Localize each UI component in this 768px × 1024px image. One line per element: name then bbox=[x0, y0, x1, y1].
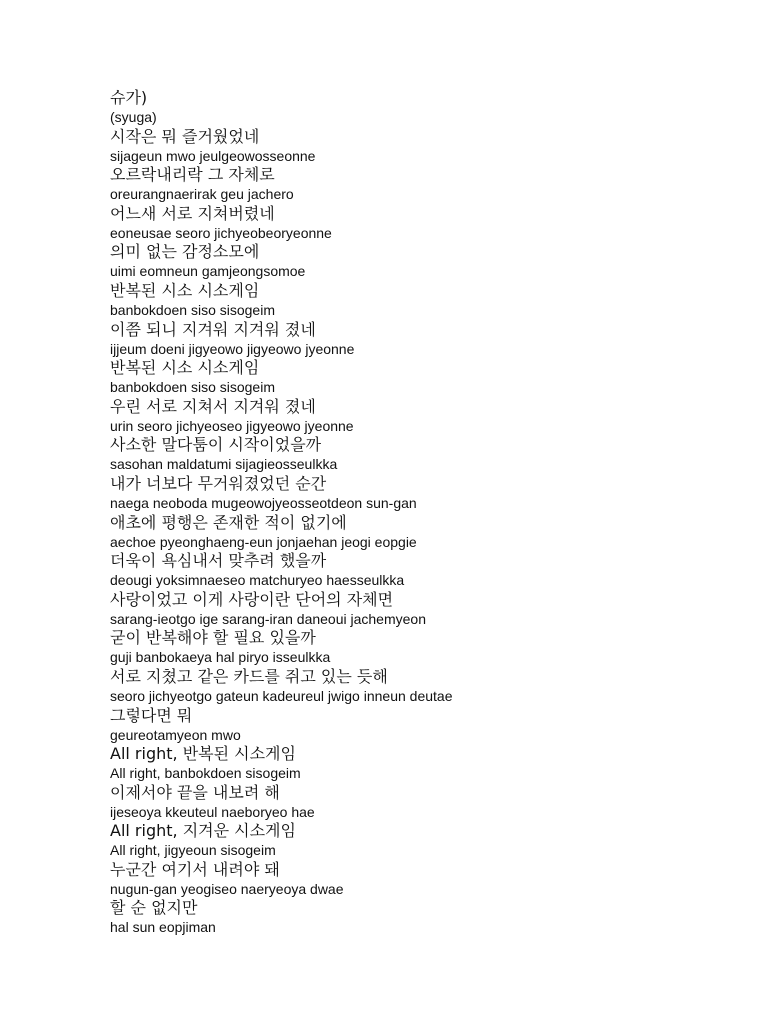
lyric-pair bbox=[110, 896, 730, 935]
lyric-romanization-line: oreurangnaerirak geu jachero bbox=[110, 186, 294, 203]
lyric-pair bbox=[110, 626, 730, 665]
lyric-korean-line: 반복된 시소 시소게임 bbox=[110, 280, 260, 300]
lyric-pair bbox=[110, 240, 730, 279]
lyric-korean-line: 사랑이었고 이게 사랑이란 단어의 자체면 bbox=[110, 589, 394, 609]
lyric-korean-line: 서로 지쳤고 같은 카드를 쥐고 있는 듯해 bbox=[110, 666, 388, 686]
lyric-romanization-line: ijeseoya kkeuteul naeboryeo hae bbox=[110, 803, 315, 820]
lyric-romanization-line: guji banbokaeya hal piryo isseulkka bbox=[110, 649, 331, 666]
lyric-romanization-line: seoro jichyeotgo gateun kadeureul jwigo inneun deutae bbox=[110, 687, 453, 704]
lyric-pair bbox=[110, 279, 730, 318]
lyric-pair bbox=[110, 356, 730, 395]
lyric-pair bbox=[110, 433, 730, 472]
lyric-korean-line: 내가 너보다 무거워졌었던 순간 bbox=[110, 473, 327, 493]
lyric-korean-line: 시작은 뭐 즐거웠었네 bbox=[110, 126, 260, 146]
lyric-romanization-line: banbokdoen siso sisogeim bbox=[110, 301, 275, 318]
lyric-korean-line: All right, 지겨운 시소게임 bbox=[110, 821, 296, 841]
lyric-korean-line: 더욱이 욕심내서 맞추려 했을까 bbox=[110, 551, 327, 571]
lyric-romanization-line: uimi eomneun gamjeongsomoe bbox=[110, 263, 306, 280]
lyric-romanization-line: nugun-gan yeogiseo naeryeoya dwae bbox=[110, 880, 344, 897]
lyric-korean-line: 의미 없는 감정소모에 bbox=[110, 242, 260, 262]
lyric-korean-line: 반복된 시소 시소게임 bbox=[110, 358, 260, 378]
lyric-korean-line: 굳이 반복해야 할 필요 있을까 bbox=[110, 628, 316, 648]
lyric-romanization-line: All right, jigyeoun sisogeim bbox=[110, 842, 276, 859]
lyric-pair bbox=[110, 511, 730, 550]
lyric-korean-line: 그렇다면 뭐 bbox=[110, 705, 193, 725]
lyric-romanization-line: ijjeum doeni jigyeowo jigyeowo jyeonne bbox=[110, 340, 355, 357]
lyric-pair bbox=[110, 858, 730, 897]
lyric-korean-line: 이제서야 끝을 내보려 해 bbox=[110, 782, 280, 802]
lyric-korean-line: 사소한 말다툼이 시작이었을까 bbox=[110, 435, 322, 455]
lyric-korean-line: All right, 반복된 시소게임 bbox=[110, 744, 296, 764]
lyric-pair bbox=[110, 549, 730, 588]
lyric-romanization-line: sijageun mwo jeulgeowosseonne bbox=[110, 147, 316, 164]
lyric-pair bbox=[110, 742, 730, 781]
lyric-korean-line: 슈가) bbox=[110, 88, 148, 107]
lyric-korean-line: 애초에 평행은 존재한 적이 없기에 bbox=[110, 512, 347, 532]
lyric-pair bbox=[110, 704, 730, 743]
lyric-romanization-line: deougi yoksimnaeseo matchuryeo haesseulkka bbox=[110, 572, 405, 589]
lyric-pair bbox=[110, 86, 730, 125]
lyric-pair bbox=[110, 781, 730, 820]
lyric-romanization-line: (syuga) bbox=[110, 109, 157, 125]
lyric-pair bbox=[110, 125, 730, 164]
lyric-romanization-line: sasohan maldatumi sijagieosseulkka bbox=[110, 456, 338, 473]
lyric-korean-line: 할 순 없지만 bbox=[110, 898, 198, 918]
lyric-pair bbox=[110, 202, 730, 241]
lyric-pair bbox=[110, 819, 730, 858]
lyric-pair bbox=[110, 472, 730, 511]
lyric-korean-line: 오르락내리락 그 자체로 bbox=[110, 165, 275, 185]
lyric-pair bbox=[110, 665, 730, 704]
lyric-korean-line: 우린 서로 지쳐서 지겨워 졌네 bbox=[110, 396, 316, 416]
lyric-romanization-line: urin seoro jichyeoseo jigyeowo jyeonne bbox=[110, 417, 354, 434]
lyric-pair bbox=[110, 163, 730, 202]
lyric-romanization-line: naega neoboda mugeowojyeosseotdeon sun-gan bbox=[110, 494, 417, 511]
lyric-pair bbox=[110, 318, 730, 357]
lyrics-document bbox=[110, 86, 730, 935]
lyric-romanization-line: aechoe pyeonghaeng-eun jonjaehan jeogi eopgie bbox=[110, 533, 417, 550]
lyric-romanization-line: banbokdoen siso sisogeim bbox=[110, 379, 275, 396]
lyric-korean-line: 어느새 서로 지쳐버렸네 bbox=[110, 203, 275, 223]
lyric-romanization-line: geureotamyeon mwo bbox=[110, 726, 241, 743]
lyric-pair bbox=[110, 588, 730, 627]
lyric-romanization-line: sarang-ieotgo ige sarang-iran daneoui jachemyeon bbox=[110, 610, 426, 627]
lyric-romanization-line: hal sun eopjiman bbox=[110, 919, 216, 936]
lyric-korean-line: 이쯤 되니 지겨워 지겨워 졌네 bbox=[110, 319, 316, 339]
lyric-pair bbox=[110, 395, 730, 434]
lyric-romanization-line: eoneusae seoro jichyeobeoryeonne bbox=[110, 224, 332, 241]
lyric-korean-line: 누군간 여기서 내려야 돼 bbox=[110, 859, 280, 879]
lyric-romanization-line: All right, banbokdoen sisogeim bbox=[110, 765, 301, 782]
